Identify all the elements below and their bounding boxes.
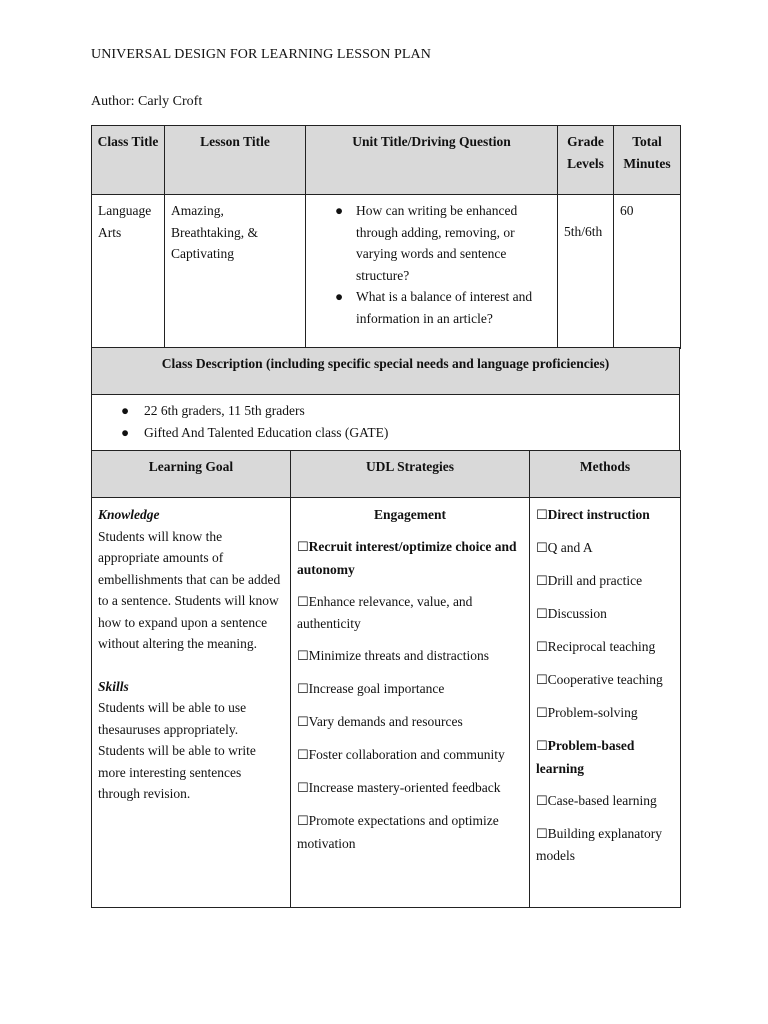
method-item[interactable]	[536, 669, 674, 692]
method-item[interactable]	[536, 570, 674, 593]
checkbox-icon[interactable]: ☐	[536, 607, 548, 622]
overview-table	[91, 125, 681, 349]
class-description-header: Class Description (including specific special needs and language proficiencies)	[92, 348, 680, 395]
checkbox-icon[interactable]: ☐	[297, 781, 309, 796]
class-description-item: ● Gifted And Talented Education class (GATE)	[121, 424, 389, 440]
class-description-body	[92, 395, 680, 452]
plan-table	[91, 450, 681, 908]
method-item[interactable]	[536, 823, 674, 867]
checkbox-icon[interactable]: ☐	[297, 540, 309, 555]
method-label: Drill and practice	[547, 573, 643, 588]
method-item[interactable]	[536, 537, 674, 560]
udl-strategy-list	[297, 536, 523, 854]
checkbox-icon[interactable]: ☐	[536, 739, 548, 754]
udl-strategy-item[interactable]	[297, 645, 523, 668]
method-list	[536, 504, 674, 867]
header-udl-strategies: UDL Strategies	[291, 451, 530, 498]
method-label: Problem-based learning	[536, 738, 635, 776]
udl-strategy-label: Increase goal importance	[308, 681, 445, 696]
document-title: UNIVERSAL DESIGN FOR LEARNING LESSON PLAN	[91, 47, 431, 62]
method-item[interactable]	[536, 790, 674, 813]
udl-strategy-label: Minimize threats and distractions	[308, 648, 489, 663]
udl-strategy-label: Recruit interest/optimize choice and autonomy	[297, 539, 517, 577]
method-label: Building explanatory models	[536, 825, 663, 863]
checkbox-icon[interactable]: ☐	[536, 826, 548, 842]
author-line: Author: Carly Croft	[91, 94, 203, 109]
skills-label: Skills	[98, 678, 129, 694]
udl-strategy-item[interactable]	[297, 536, 523, 580]
checkbox-icon[interactable]: ☐	[297, 682, 309, 697]
knowledge-label: Knowledge	[98, 507, 160, 522]
udl-strategy-item[interactable]	[297, 678, 523, 701]
checkbox-icon[interactable]: ☐	[297, 649, 309, 664]
driving-question-item: ● How can writing be enhanced through adding, removing, or varying words and sentence structure?	[335, 203, 518, 283]
method-label: Direct instruction	[547, 507, 650, 522]
class-description-table	[91, 347, 680, 452]
udl-strategy-item[interactable]	[297, 810, 523, 854]
udl-strategy-item[interactable]	[297, 777, 523, 800]
method-label: Discussion	[547, 606, 607, 621]
checkbox-icon[interactable]: ☐	[297, 814, 309, 829]
class-title-value: Language Arts	[92, 195, 165, 349]
udl-strategy-item[interactable]	[297, 711, 523, 734]
grade-levels-value: 5th/6th	[558, 195, 614, 349]
header-lesson-title: Lesson Title	[165, 126, 306, 195]
total-minutes-value: 60	[614, 195, 681, 349]
udl-strategy-label: Promote expectations and optimize motivation	[297, 813, 499, 851]
driving-questions	[306, 195, 558, 349]
header-grade-levels: Grade Levels	[558, 126, 614, 195]
knowledge-text: Students will know the appropriate amounts of embellishments that can be added to a sentence. Students will know how to expand upon a sentence without altering the meaning.	[98, 528, 281, 651]
method-label: Cooperative teaching	[547, 672, 663, 687]
lesson-title-value: Amazing, Breathtaking, & Captivating	[165, 195, 306, 349]
udl-strategy-item[interactable]	[297, 744, 523, 767]
checkbox-icon[interactable]: ☐	[536, 793, 548, 809]
checkbox-icon[interactable]: ☐	[536, 508, 548, 523]
checkbox-icon[interactable]: ☐	[536, 541, 548, 556]
udl-strategy-label: Vary demands and resources	[308, 714, 463, 729]
checkbox-icon[interactable]: ☐	[297, 748, 309, 763]
header-class-title: Class Title	[92, 126, 165, 195]
udl-strategies-cell	[291, 498, 530, 908]
class-description-item: ● 22 6th graders, 11 5th graders	[121, 403, 305, 418]
method-item[interactable]	[536, 636, 674, 659]
udl-strategy-label: Foster collaboration and community	[308, 747, 505, 762]
checkbox-icon[interactable]: ☐	[536, 640, 548, 655]
skills-text: Students will be able to use thesauruses appropriately. Students will be able to write more interesting sentences through revision.	[98, 700, 256, 801]
methods-cell	[530, 498, 681, 908]
header-methods: Methods	[530, 451, 681, 498]
driving-question-item: ● What is a balance of interest and information in an article?	[335, 289, 533, 326]
checkbox-icon[interactable]: ☐	[297, 715, 309, 730]
method-item[interactable]	[536, 603, 674, 626]
method-item[interactable]	[536, 702, 674, 725]
method-label: Q and A	[547, 540, 593, 555]
checkbox-icon[interactable]: ☐	[536, 706, 548, 721]
header-unit-title: Unit Title/Driving Question	[306, 126, 558, 195]
checkbox-icon[interactable]: ☐	[536, 574, 548, 589]
udl-strategy-item[interactable]	[297, 591, 523, 635]
method-label: Problem-solving	[547, 705, 638, 720]
engagement-heading: Engagement	[374, 507, 446, 522]
method-label: Case-based learning	[547, 792, 657, 808]
method-label: Reciprocal teaching	[547, 639, 656, 654]
learning-goal-cell	[92, 498, 291, 908]
header-total-minutes: Total Minutes	[614, 126, 681, 195]
method-item[interactable]	[536, 504, 674, 527]
method-item[interactable]	[536, 735, 674, 779]
header-learning-goal: Learning Goal	[92, 451, 291, 498]
udl-strategy-label: Enhance relevance, value, and authenticity	[297, 593, 473, 631]
udl-strategy-label: Increase mastery-oriented feedback	[308, 780, 501, 795]
checkbox-icon[interactable]: ☐	[536, 673, 548, 688]
checkbox-icon[interactable]: ☐	[297, 594, 309, 610]
